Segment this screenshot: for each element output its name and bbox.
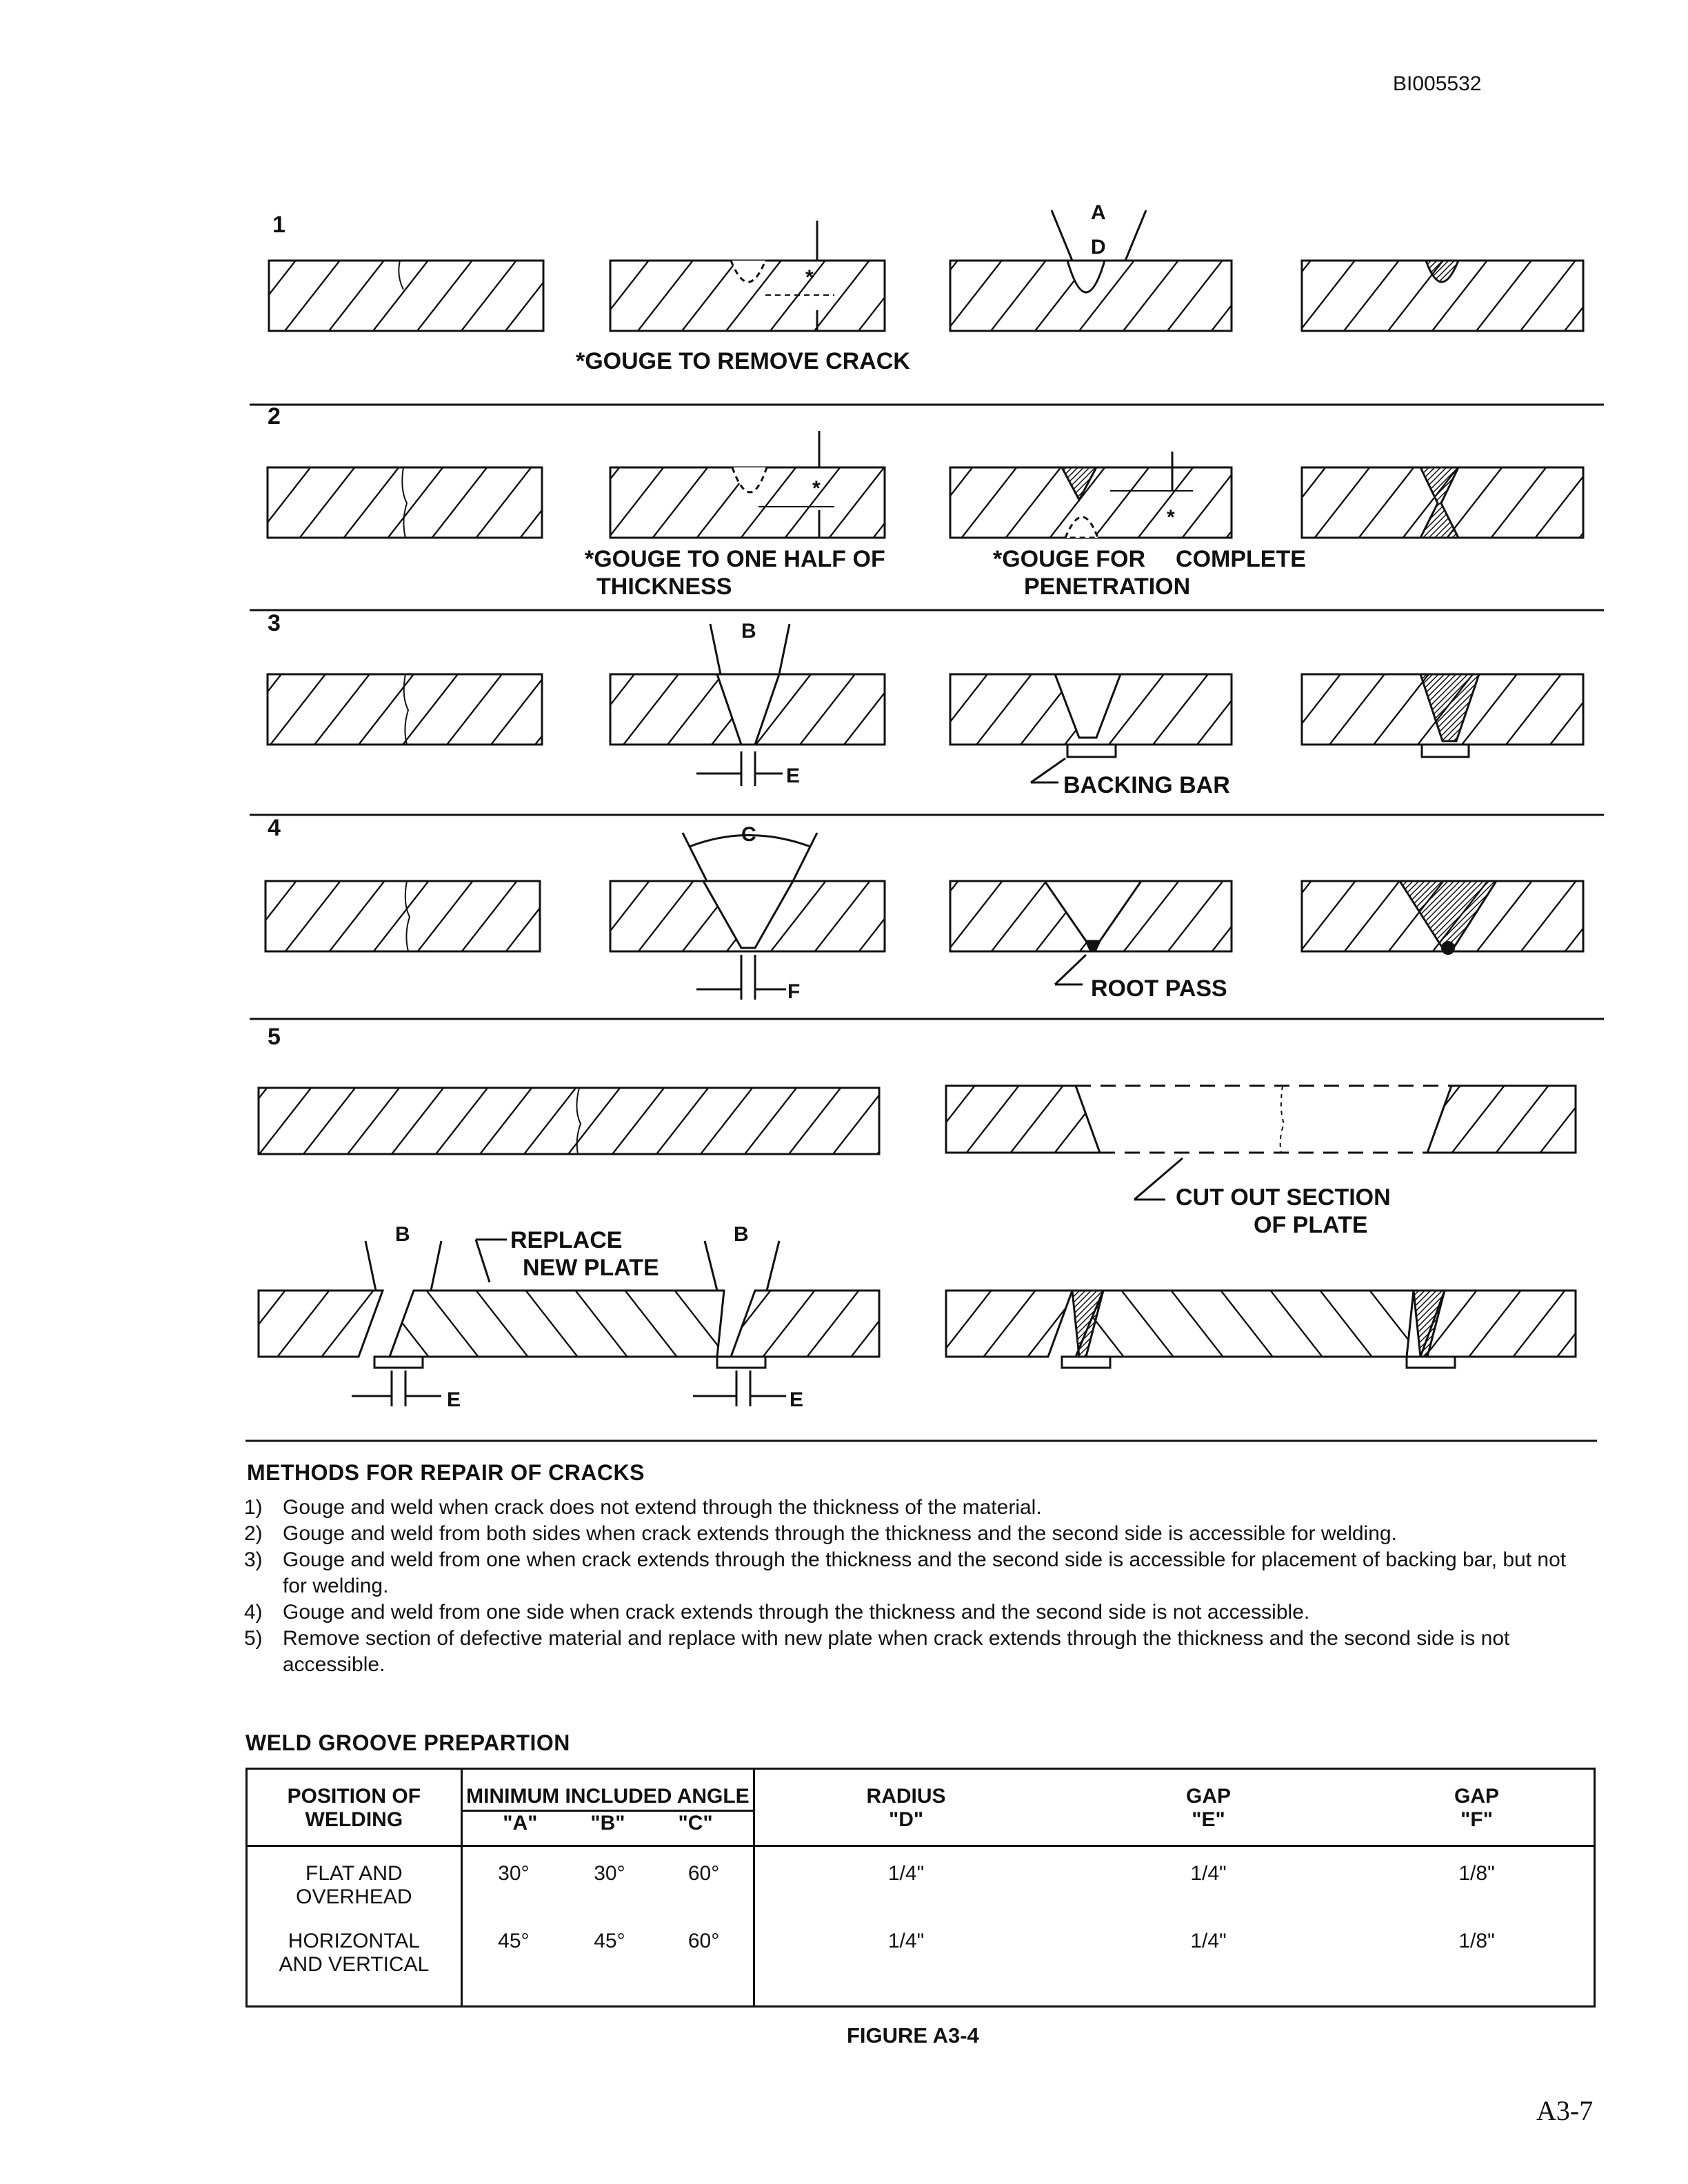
- dimension-label-b-right: B: [734, 1223, 749, 1246]
- row1-plate-welded: [1302, 261, 1583, 331]
- groove-title: WELD GROOVE PREPARTION: [245, 1730, 570, 1755]
- methods-item: 5) Remove section of defective material and replace with new plate when crack extends through the thickness and the second side is not accessible.: [244, 1627, 1510, 1676]
- row5-replacement-welded: [946, 1291, 1576, 1368]
- row-number-5: 5: [268, 1024, 281, 1050]
- dimension-label-e-row3: E: [786, 765, 801, 787]
- row-number-3: 3: [268, 610, 281, 636]
- header-angle: MINIMUM INCLUDED ANGLE "A" "B" "C": [461, 1769, 754, 1846]
- header-radius: RADIUS "D": [754, 1769, 1057, 1846]
- row-number-4: 4: [268, 815, 281, 841]
- dimension-label-d: D: [1091, 236, 1106, 259]
- row1-plate-gouged-radius: [950, 201, 1232, 331]
- dimension-label-f: F: [787, 980, 801, 1003]
- row5-plate-section-cut: [946, 1086, 1576, 1200]
- label-gouge-half-2: THICKNESS: [596, 574, 732, 600]
- row1-plate-cracked: [269, 261, 543, 331]
- label-root-pass: ROOT PASS: [1091, 975, 1227, 1002]
- dimension-label-c: C: [741, 823, 756, 846]
- label-gouge-complete-1: *GOUGE FOR COMPLETE: [993, 546, 1306, 572]
- row2-plate-welded: [1302, 467, 1583, 538]
- row2-plate-gouge-half: [610, 431, 885, 538]
- row2-star-mark-1: *: [812, 477, 821, 500]
- label-replace-2: NEW PLATE: [523, 1255, 659, 1281]
- methods-list: [244, 1495, 1589, 1678]
- page-number: A3-7: [1536, 2095, 1594, 2126]
- row3-plate-v-groove: [610, 620, 885, 787]
- row1-star-mark: *: [805, 266, 814, 289]
- row4-plate-welded: [1302, 881, 1583, 955]
- dimension-label-b-row3: B: [741, 620, 756, 643]
- dimension-label-e-right: E: [790, 1388, 804, 1411]
- row3-plate-welded: [1302, 674, 1583, 757]
- row2-plate-cracked: [268, 467, 542, 538]
- row4-plate-root-pass: [950, 881, 1232, 984]
- document-id: BI005532: [1393, 72, 1482, 95]
- weld-groove-table: [245, 1768, 1596, 2008]
- row3-plate-backing-bar: [950, 674, 1232, 782]
- label-gouge-complete-2: PENETRATION: [1024, 574, 1191, 600]
- row3-plate-cracked: [268, 674, 542, 745]
- header-gap-e: GAP "E": [1057, 1769, 1360, 1846]
- dimension-label-e-left: E: [447, 1388, 461, 1411]
- label-gouge-remove-crack: *GOUGE TO REMOVE CRACK: [576, 348, 910, 374]
- label-cut-out-1: CUT OUT SECTION: [1176, 1184, 1391, 1211]
- row-number-2: 2: [268, 403, 281, 429]
- figure-caption: FIGURE A3-4: [847, 2023, 979, 2048]
- row4-plate-cracked: [265, 881, 540, 951]
- methods-item: 3) Gouge and weld from one when crack extends through the thickness and the second side is accessible for placement of backing bar, but not for welding.: [244, 1548, 1567, 1597]
- row1-plate-gouge-outline: [610, 221, 885, 331]
- label-backing-bar: BACKING BAR: [1063, 772, 1230, 798]
- dimension-label-a: A: [1091, 201, 1106, 224]
- row4-plate-wide-v-groove: [610, 823, 885, 1003]
- label-replace-1: REPLACE: [510, 1227, 623, 1253]
- header-position: POSITION OF WELDING: [247, 1769, 462, 1846]
- label-gouge-half-1: *GOUGE TO ONE HALF OF: [585, 546, 885, 572]
- methods-item: 4) Gouge and weld from one side when crack extends through the thickness and the second side is not accessible.: [244, 1601, 1310, 1624]
- row-number-1: 1: [272, 212, 285, 238]
- label-cut-out-2: OF PLATE: [1254, 1212, 1368, 1238]
- methods-title: METHODS FOR REPAIR OF CRACKS: [247, 1460, 645, 1485]
- table-row: HORIZONTAL AND VERTICAL 45° 45° 60° 1/4" 1/4" 1/8": [247, 1925, 1595, 2007]
- row2-star-mark-2: *: [1167, 506, 1175, 529]
- dimension-label-b-left: B: [395, 1223, 410, 1246]
- row2-plate-back-gouge: [950, 452, 1232, 538]
- methods-item: 1) Gouge and weld when crack does not extend through the thickness of the material.: [244, 1496, 1042, 1519]
- table-row: FLAT AND OVERHEAD 30° 30° 60° 1/4" 1/4" 1/8": [247, 1846, 1595, 1925]
- methods-item: 2) Gouge and weld from both sides when crack extends through the thickness and the second side is accessible for welding.: [244, 1522, 1397, 1545]
- header-gap-f: GAP "F": [1360, 1769, 1594, 1846]
- row5-long-plate-cracked: [259, 1088, 879, 1154]
